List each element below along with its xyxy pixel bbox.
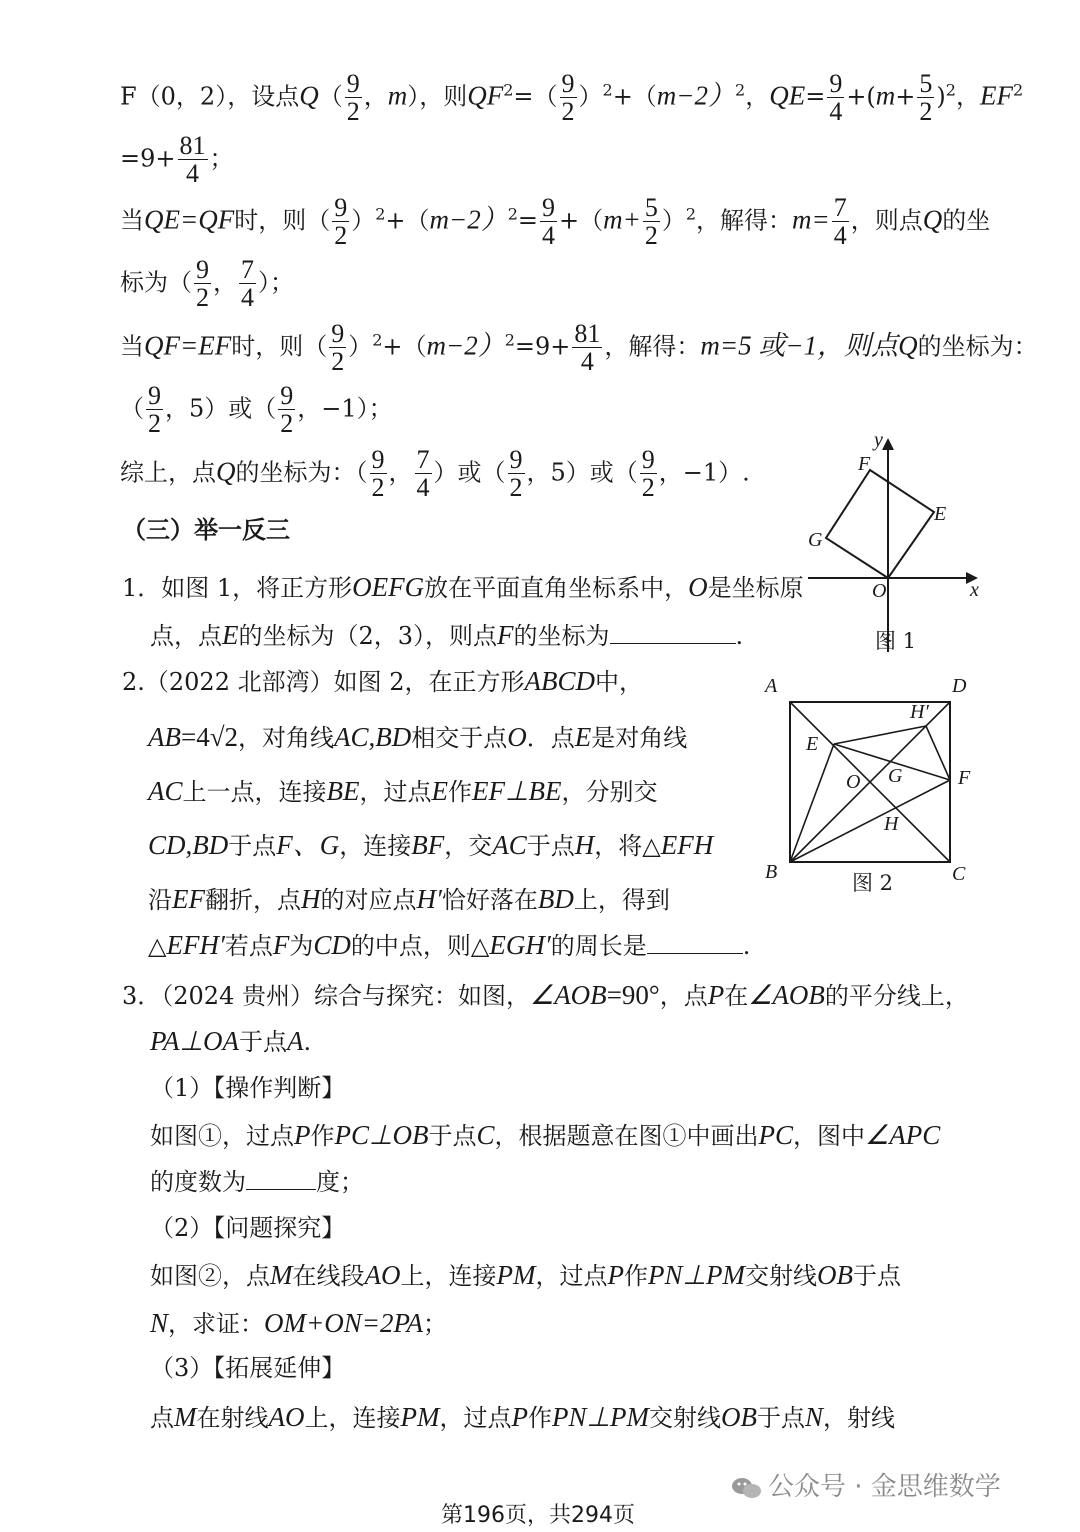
fig1-y-label: y	[874, 430, 883, 451]
question-3-part-1-line-1: 如图①，过点P作PC⊥OB于点C，根据题意在图①中画出PC，图中∠APC	[150, 1120, 941, 1150]
question-3-part-2-line-2: N，求证：OM+ON=2PA；	[150, 1308, 447, 1338]
fig2-caption: 图 2	[852, 871, 894, 895]
fig2-h-label: H	[884, 813, 899, 835]
figure-1	[800, 430, 1000, 660]
answer-blank[interactable]	[610, 639, 736, 644]
answer-blank[interactable]	[246, 1185, 316, 1190]
question-3-part-2-line-1: 如图②，点M在线段AO上，连接PM，过点P作PN⊥PM交射线OB于点	[150, 1260, 901, 1290]
question-3-part-1-title: （1）【操作判断】	[150, 1074, 346, 1102]
question-3-part-3-line-1: 点M在射线AO上，连接PM，过点P作PN⊥PM交射线OB于点N，射线	[150, 1402, 896, 1432]
fig2-c-label: C	[952, 863, 966, 885]
question-2-line-4: CD,BD于点F、G，连接BF，交AC于点H，将△EFH	[148, 830, 714, 860]
question-3-line-1: 3．（2024 贵州）综合与探究：如图，∠AOB=90°，点P在∠AOB的平分线上，	[122, 980, 969, 1010]
wechat-icon	[730, 1475, 762, 1501]
fig2-a-label: A	[765, 675, 778, 697]
fig2-f-label: F	[958, 767, 971, 789]
question-3-part-3-title: （3）【拓展延伸】	[150, 1354, 346, 1382]
solution-line-6: （ $\frac{9}{2}$ ，5）或（ $\frac{9}{2}$ ，−1）；	[120, 381, 393, 439]
solution-line-4: 标为（ $\frac{9}{2}$ ， $\frac{7}{4}$ ）；	[120, 255, 294, 313]
question-1-line-2: 点，点E的坐标为（2，3），则点F的坐标为 .	[150, 620, 744, 650]
fig1-caption: 图 1	[875, 629, 917, 653]
question-1-line-1: 1．如图 1，将正方形OEFG放在平面直角坐标系中，O是坐标原	[122, 572, 804, 602]
question-3-part-1-line-2: 的度数为 度；	[150, 1168, 364, 1196]
fig2-e-label: E	[806, 733, 819, 755]
solution-line-3: 当QE=QF时，则（ $\frac{9}{2}$ ）$^2+(m-2)^2=$ $\frac{9}{4}$ +（m+ $\frac{5}{2}$ ）$^2$，解得：m= $\frac{7}{4}$ ，则点Q的坐	[120, 193, 991, 251]
fig2-hprime-label: H′	[910, 701, 929, 723]
question-3-part-2-title: （2）【问题探究】	[150, 1214, 346, 1242]
page-footer: 第196页，共294页	[441, 1503, 635, 1528]
question-2-line-5: 沿EF翻折，点H的对应点H′恰好落在BD上，得到	[148, 884, 670, 914]
fig1-f-label: F	[858, 453, 871, 475]
section-title: （三）举一反三	[122, 516, 290, 544]
question-3-line-2: PA⊥OA于点A.	[150, 1026, 312, 1056]
fig2-d-label: D	[952, 675, 967, 697]
watermark: 公众号 · 金思维数学	[730, 1474, 1001, 1501]
question-2-line-2: AB=4√2，对角线AC,BD相交于点O．点E是对角线	[148, 722, 688, 752]
fig1-g-label: G	[808, 529, 823, 551]
fig2-b-label: B	[765, 861, 778, 883]
fig1-o-label: O	[872, 580, 887, 602]
fig1-e-label: E	[934, 503, 947, 525]
fig1-x-label: x	[970, 579, 979, 601]
fig2-g-label: G	[888, 765, 903, 787]
solution-line-5: 当QF=EF时，则（ $\frac{9}{2}$ ）$^2+(m-2)^2=9+$ $\frac{81}{4}$ ，解得：m=5 或−1，则点Q的坐标为：	[120, 319, 1038, 377]
answer-blank[interactable]	[647, 949, 743, 954]
question-2-line-3: AC上一点，连接BE，过点E作EF⊥BE，分别交	[148, 776, 658, 806]
question-2-line-6: △EFH′若点F为CD的中点，则△EGH′的周长是 .	[148, 930, 751, 960]
solution-line-1: F（0，2），设点Q（ $\frac{9}{2}$ ，m），则$QF^2=$（ $\frac{9}{2}$ ）$^2+(m-2)^2$，QE= $\frac{9}{4}$ +(m+ $\frac{5}{2}$ )$^2$，$EF^2$	[120, 69, 1024, 127]
figure-2	[760, 672, 990, 902]
fig2-o-label: O	[846, 771, 861, 793]
solution-line-7: 综上，点Q的坐标为：（ $\frac{9}{2}$ ， $\frac{7}{4}$ ）或（ $\frac{9}{2}$ ，5）或（ $\frac{9}{2}$ ，−1）.	[120, 445, 750, 503]
solution-line-2: =9+ $\frac{81}{4}$ ；	[120, 131, 234, 189]
question-2-line-1: 2.（2022 北部湾）如图 2，在正方形ABCD中，	[122, 666, 644, 696]
